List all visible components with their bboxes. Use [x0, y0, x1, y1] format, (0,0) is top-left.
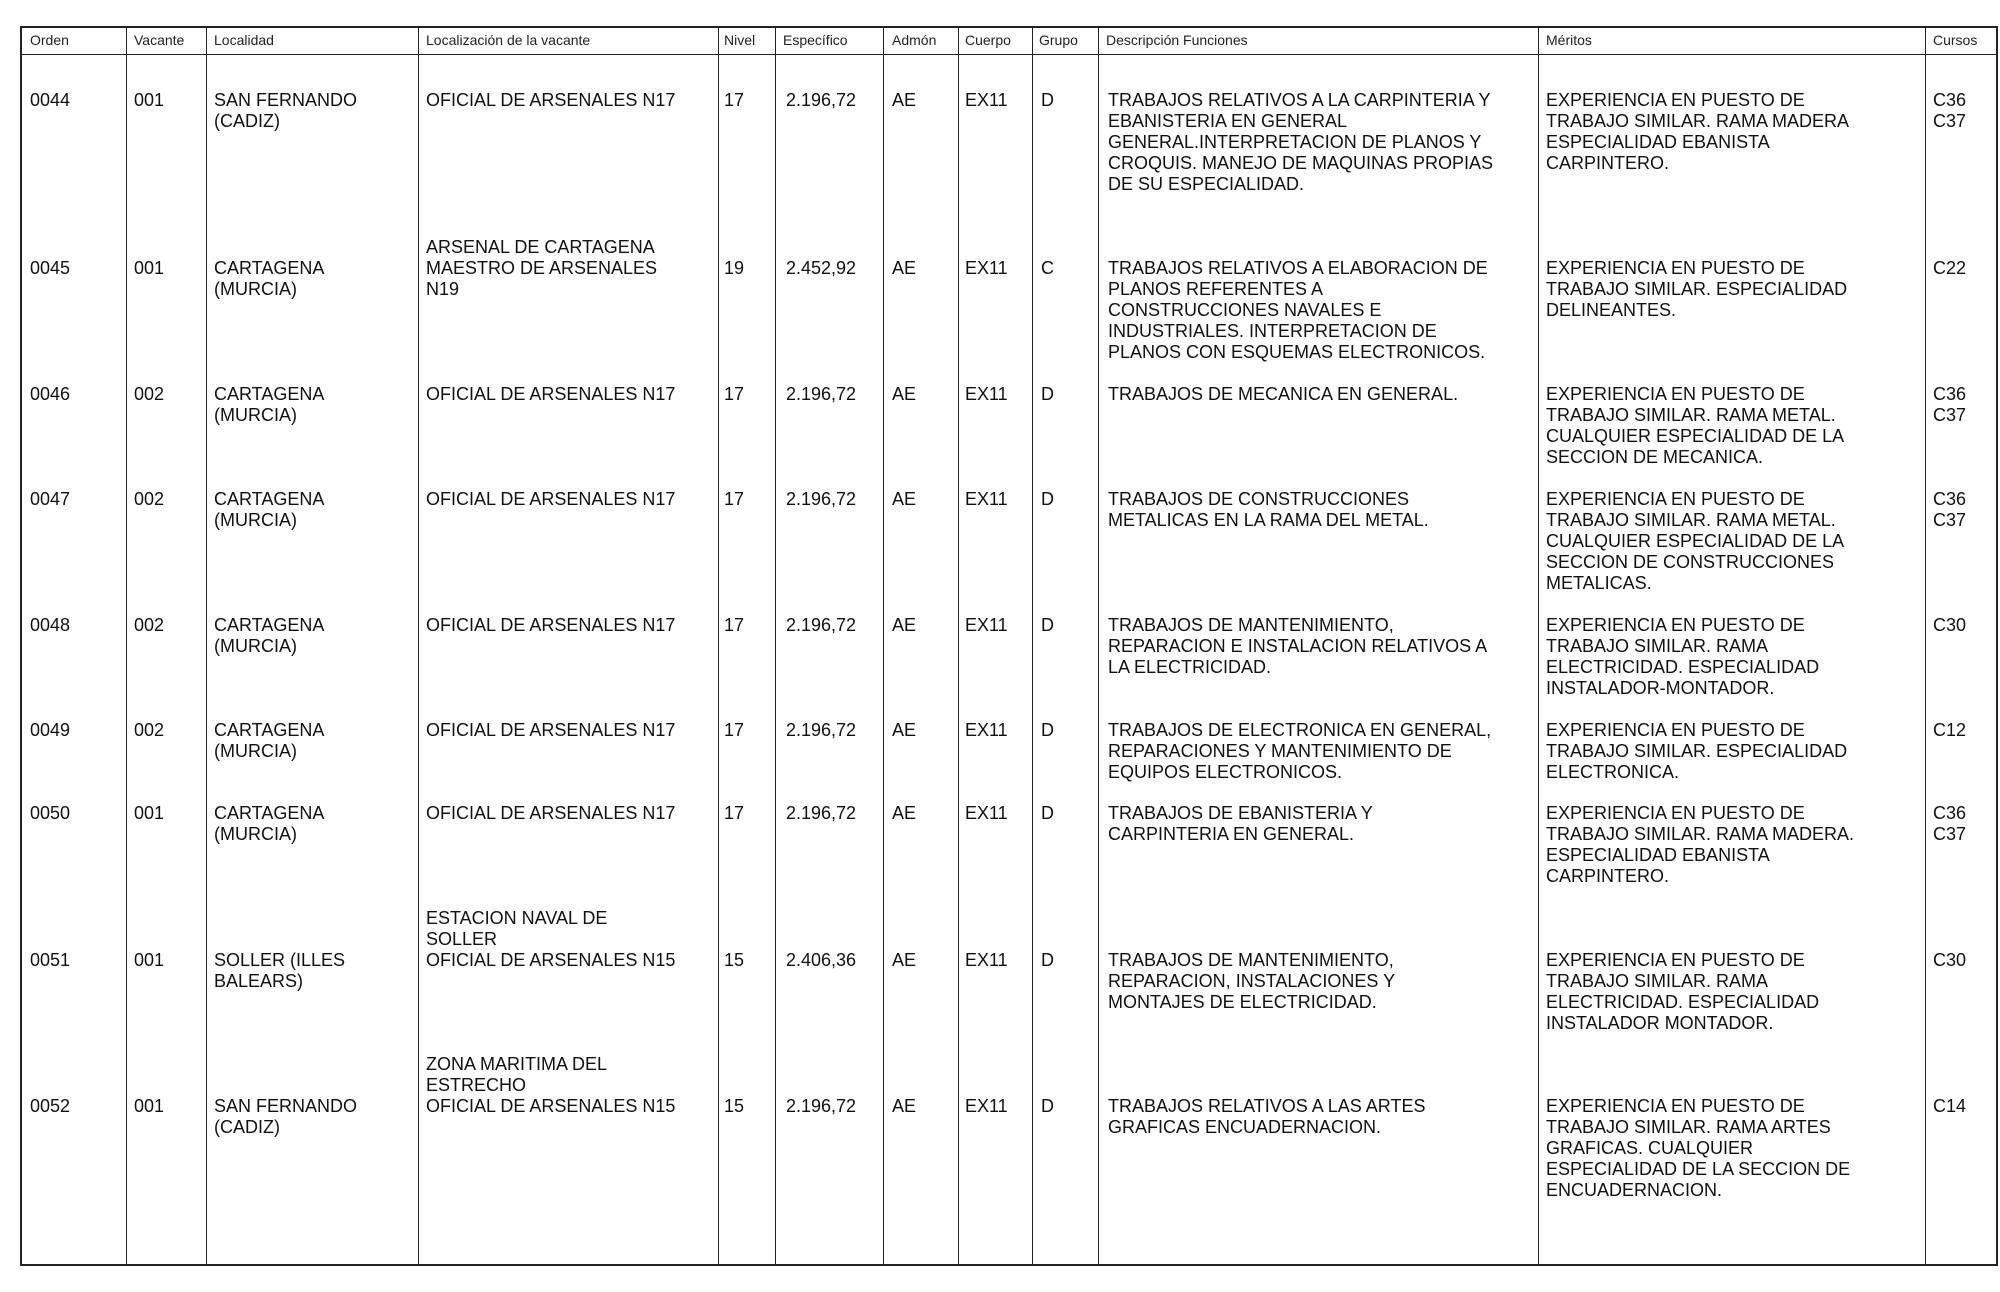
cell-nivel: 17 [724, 90, 745, 110]
cell-nivel: 17 [724, 720, 745, 740]
cell-grupo: C [1041, 258, 1054, 278]
header-nivel: Nivel [724, 32, 756, 48]
header-localidad: Localidad [214, 32, 274, 48]
cell-cuerpo: EX11 [965, 384, 1008, 404]
cell-cursos: C12 [1933, 720, 1967, 740]
cell-cuerpo: EX11 [965, 950, 1008, 970]
cell-vacante: 001 [134, 803, 165, 823]
cell-localidad: SOLLER (ILLES BALEARS) [214, 950, 346, 991]
cell-localizacion: MAESTRO DE ARSENALES N19 [426, 258, 658, 299]
cell-vacante: 001 [134, 258, 165, 278]
cell-localizacion-location: ESTACION NAVAL DE SOLLER [426, 908, 608, 949]
cell-orden: 0049 [30, 720, 71, 740]
cell-nivel: 17 [724, 615, 745, 635]
cell-admon: AE [892, 258, 917, 278]
cell-meritos: EXPERIENCIA EN PUESTO DE TRABAJO SIMILAR. RAMA ELECTRICIDAD. ESPECIALIDAD INSTALADOR-MONTADOR. [1546, 615, 1820, 698]
cell-grupo: D [1041, 489, 1054, 509]
cell-admon: AE [892, 803, 917, 823]
cell-vacante: 001 [134, 90, 165, 110]
cell-localidad: CARTAGENA (MURCIA) [214, 384, 325, 425]
cell-descripcion: TRABAJOS DE CONSTRUCCIONES METALICAS EN LA RAMA DEL METAL. [1108, 489, 1429, 530]
cell-grupo: D [1041, 1096, 1054, 1116]
cell-nivel: 17 [724, 384, 745, 404]
cell-meritos: EXPERIENCIA EN PUESTO DE TRABAJO SIMILAR. RAMA MADERA ESPECIALIDAD EBANISTA CARPINTERO. [1546, 90, 1850, 173]
cell-localizacion-location: ARSENAL DE CARTAGENA [426, 237, 655, 257]
cell-especifico: 2.196,72 [786, 489, 857, 509]
cell-cuerpo: EX11 [965, 720, 1008, 740]
column-divider [883, 28, 884, 1264]
header-grupo: Grupo [1039, 32, 1078, 48]
cell-cuerpo: EX11 [965, 90, 1008, 110]
cell-grupo: D [1041, 720, 1054, 740]
cell-localizacion: OFICIAL DE ARSENALES N17 [426, 615, 676, 635]
cell-nivel: 17 [724, 489, 745, 509]
cell-especifico: 2.196,72 [786, 720, 857, 740]
cell-descripcion: TRABAJOS DE MECANICA EN GENERAL. [1108, 384, 1459, 404]
cell-meritos: EXPERIENCIA EN PUESTO DE TRABAJO SIMILAR. RAMA METAL. CUALQUIER ESPECIALIDAD DE LA SECCION DE MECANICA. [1546, 384, 1845, 467]
column-divider [1925, 28, 1926, 1264]
header-cuerpo: Cuerpo [965, 32, 1011, 48]
cell-nivel: 17 [724, 803, 745, 823]
cell-localidad: CARTAGENA (MURCIA) [214, 720, 325, 761]
cell-especifico: 2.196,72 [786, 615, 857, 635]
cell-orden: 0048 [30, 615, 71, 635]
column-divider [418, 28, 419, 1264]
cell-descripcion: TRABAJOS RELATIVOS A LAS ARTES GRAFICAS ENCUADERNACION. [1108, 1096, 1426, 1137]
cell-cursos: C36 C37 [1933, 90, 1967, 131]
column-divider [1032, 28, 1033, 1264]
cell-cursos: C36 C37 [1933, 803, 1967, 844]
cell-cursos: C36 C37 [1933, 489, 1967, 530]
column-divider [958, 28, 959, 1264]
cell-especifico: 2.196,72 [786, 803, 857, 823]
vacancies-table [20, 26, 1998, 1266]
cell-cuerpo: EX11 [965, 803, 1008, 823]
cell-especifico: 2.196,72 [786, 90, 857, 110]
cell-nivel: 15 [724, 950, 745, 970]
cell-meritos: EXPERIENCIA EN PUESTO DE TRABAJO SIMILAR. RAMA ARTES GRAFICAS. CUALQUIER ESPECIALIDAD DE LA SECCION DE ENCUADERNACION. [1546, 1096, 1851, 1200]
cell-cursos: C22 [1933, 258, 1967, 278]
cell-especifico: 2.452,92 [786, 258, 857, 278]
cell-descripcion: TRABAJOS DE MANTENIMIENTO, REPARACION E INSTALACION RELATIVOS A LA ELECTRICIDAD. [1108, 615, 1488, 677]
cell-grupo: D [1041, 950, 1054, 970]
cell-localizacion: OFICIAL DE ARSENALES N15 [426, 1096, 676, 1116]
cell-grupo: D [1041, 615, 1054, 635]
cell-cuerpo: EX11 [965, 258, 1008, 278]
header-especifico: Específico [783, 32, 848, 48]
cell-localidad: SAN FERNANDO (CADIZ) [214, 90, 358, 131]
cell-meritos: EXPERIENCIA EN PUESTO DE TRABAJO SIMILAR. ESPECIALIDAD ELECTRONICA. [1546, 720, 1848, 782]
cell-admon: AE [892, 950, 917, 970]
cell-orden: 0047 [30, 489, 71, 509]
cell-vacante: 002 [134, 720, 165, 740]
cell-localidad: SAN FERNANDO (CADIZ) [214, 1096, 358, 1137]
cell-localidad: CARTAGENA (MURCIA) [214, 803, 325, 844]
cell-cursos: C30 [1933, 615, 1967, 635]
cell-meritos: EXPERIENCIA EN PUESTO DE TRABAJO SIMILAR. RAMA ELECTRICIDAD. ESPECIALIDAD INSTALADOR MONTADOR. [1546, 950, 1820, 1033]
cell-grupo: D [1041, 90, 1054, 110]
cell-cursos: C14 [1933, 1096, 1967, 1116]
cell-meritos: EXPERIENCIA EN PUESTO DE TRABAJO SIMILAR. RAMA METAL. CUALQUIER ESPECIALIDAD DE LA SECCION DE CONSTRUCCIONES METALICAS. [1546, 489, 1845, 593]
cell-grupo: D [1041, 384, 1054, 404]
cell-especifico: 2.196,72 [786, 1096, 857, 1116]
cell-vacante: 002 [134, 489, 165, 509]
cell-admon: AE [892, 615, 917, 635]
cell-admon: AE [892, 1096, 917, 1116]
cell-descripcion: TRABAJOS DE ELECTRONICA EN GENERAL, REPARACIONES Y MANTENIMIENTO DE EQUIPOS ELECTRONICOS. [1108, 720, 1492, 782]
header-vacante: Vacante [134, 32, 185, 48]
cell-localizacion: OFICIAL DE ARSENALES N17 [426, 489, 676, 509]
cell-descripcion: TRABAJOS DE MANTENIMIENTO, REPARACION, INSTALACIONES Y MONTAJES DE ELECTRICIDAD. [1108, 950, 1396, 1012]
cell-especifico: 2.196,72 [786, 384, 857, 404]
cell-cursos: C36 C37 [1933, 384, 1967, 425]
column-divider [1538, 28, 1539, 1264]
cell-orden: 0052 [30, 1096, 71, 1116]
column-divider [718, 28, 719, 1264]
cell-vacante: 002 [134, 384, 165, 404]
cell-descripcion: TRABAJOS DE EBANISTERIA Y CARPINTERIA EN GENERAL. [1108, 803, 1373, 844]
cell-cuerpo: EX11 [965, 1096, 1008, 1116]
cell-orden: 0044 [30, 90, 71, 110]
header-localizacion: Localización de la vacante [426, 32, 591, 48]
cell-localidad: CARTAGENA (MURCIA) [214, 615, 325, 656]
column-divider [126, 28, 127, 1264]
cell-cuerpo: EX11 [965, 489, 1008, 509]
cell-cuerpo: EX11 [965, 615, 1008, 635]
cell-especifico: 2.406,36 [786, 950, 857, 970]
cell-localizacion-location: ZONA MARITIMA DEL ESTRECHO [426, 1054, 608, 1095]
cell-localizacion: OFICIAL DE ARSENALES N17 [426, 90, 676, 110]
cell-vacante: 001 [134, 1096, 165, 1116]
cell-nivel: 19 [724, 258, 745, 278]
header-descripcion: Descripción Funciones [1106, 32, 1248, 48]
header-cursos: Cursos [1933, 32, 1978, 48]
cell-grupo: D [1041, 803, 1054, 823]
cell-localidad: CARTAGENA (MURCIA) [214, 489, 325, 530]
header-orden: Orden [30, 32, 69, 48]
cell-localizacion: OFICIAL DE ARSENALES N17 [426, 720, 676, 740]
column-divider [206, 28, 207, 1264]
cell-orden: 0045 [30, 258, 71, 278]
cell-admon: AE [892, 489, 917, 509]
cell-vacante: 002 [134, 615, 165, 635]
cell-meritos: EXPERIENCIA EN PUESTO DE TRABAJO SIMILAR. ESPECIALIDAD DELINEANTES. [1546, 258, 1848, 320]
cell-orden: 0050 [30, 803, 71, 823]
cell-vacante: 001 [134, 950, 165, 970]
cell-orden: 0046 [30, 384, 71, 404]
cell-localidad: CARTAGENA (MURCIA) [214, 258, 325, 299]
cell-descripcion: TRABAJOS RELATIVOS A LA CARPINTERIA Y EBANISTERIA EN GENERAL GENERAL.INTERPRETACION DE PLANOS Y CROQUIS. MANEJO DE MAQUINAS PROPIAS DE SU ESPECIALIDAD. [1108, 90, 1494, 194]
header-meritos: Méritos [1546, 32, 1592, 48]
cell-orden: 0051 [30, 950, 71, 970]
cell-cursos: C30 [1933, 950, 1967, 970]
cell-admon: AE [892, 90, 917, 110]
cell-admon: AE [892, 384, 917, 404]
cell-localizacion: OFICIAL DE ARSENALES N17 [426, 803, 676, 823]
header-admon: Admón [892, 32, 937, 48]
column-divider [775, 28, 776, 1264]
cell-localizacion: OFICIAL DE ARSENALES N15 [426, 950, 676, 970]
cell-descripcion: TRABAJOS RELATIVOS A ELABORACION DE PLANOS REFERENTES A CONSTRUCCIONES NAVALES E INDUSTRIALES. INTERPRETACION DE PLANOS CON ESQUEMAS ELECTRONICOS. [1108, 258, 1488, 362]
cell-meritos: EXPERIENCIA EN PUESTO DE TRABAJO SIMILAR. RAMA MADERA. ESPECIALIDAD EBANISTA CARPINTERO. [1546, 803, 1855, 886]
column-divider [1098, 28, 1099, 1264]
cell-localizacion: OFICIAL DE ARSENALES N17 [426, 384, 676, 404]
header-separator [22, 54, 1996, 55]
cell-nivel: 15 [724, 1096, 745, 1116]
cell-admon: AE [892, 720, 917, 740]
